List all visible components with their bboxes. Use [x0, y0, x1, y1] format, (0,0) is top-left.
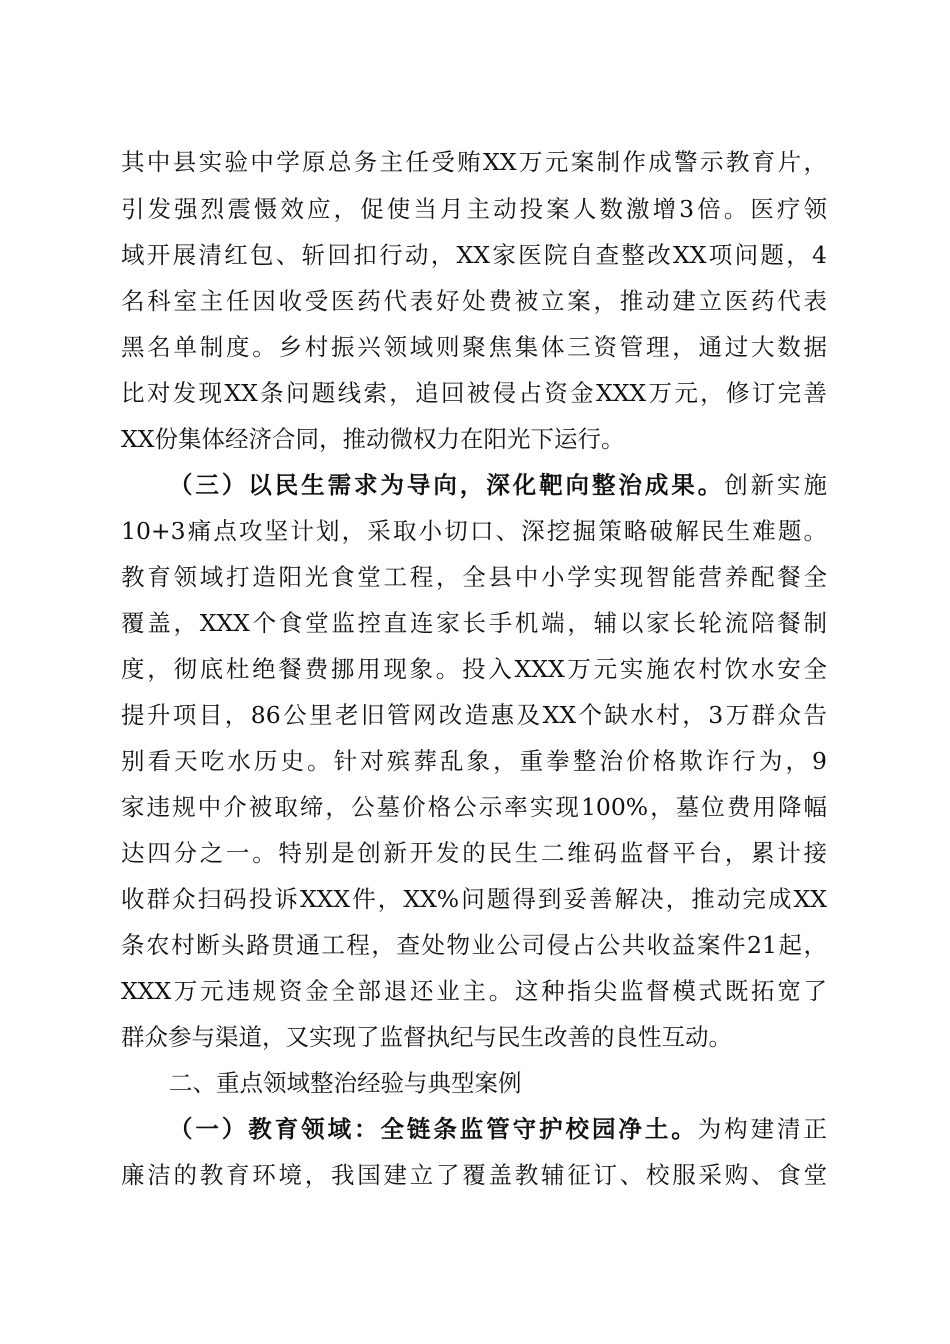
- paragraph-line: XXX万元违规资金全部退还业主。这种指尖监督模式既拓宽了: [121, 977, 827, 1005]
- section-3-heading: （三）以民生需求为导向，深化靶向整治成果。: [169, 471, 725, 499]
- paragraph-line: 引发强烈震慑效应，促使当月主动投案人数激增3倍。医疗领: [121, 195, 827, 223]
- paragraph-line: 收群众扫码投诉XXX件，XX%问题得到妥善解决，推动完成XX: [121, 885, 827, 913]
- subsection-1-first-line: [169, 1109, 827, 1149]
- paragraph-line: 覆盖，XXX个食堂监控直连家长手机端，辅以家长轮流陪餐制: [121, 609, 827, 637]
- paragraph-line: 提升项目，86公里老旧管网改造惠及XX个缺水村，3万群众告: [121, 701, 827, 729]
- paragraph-line: 廉洁的教育环境，我国建立了覆盖教辅征订、校服采购、食堂: [121, 1161, 827, 1189]
- paragraph-line: 条农村断头路贯通工程，查处物业公司侵占公共收益案件21起，: [121, 931, 827, 959]
- part-2-heading: 二、重点领域整治经验与典型案例: [169, 1069, 522, 1097]
- paragraph-line: 达四分之一。特别是创新开发的民生二维码监督平台，累计接: [121, 839, 827, 867]
- paragraph-line: 群众参与渠道，又实现了监督执纪与民生改善的良性互动。: [121, 1023, 732, 1051]
- paragraph-line: 黑名单制度。乡村振兴领域则聚焦集体三资管理，通过大数据: [121, 333, 827, 361]
- section-3-first-line: [169, 465, 827, 505]
- paragraph-line: 家违规中介被取缔，公墓价格公示率实现100%，墓位费用降幅: [121, 793, 827, 821]
- paragraph-line: 名科室主任因收受医药代表好处费被立案，推动建立医药代表: [121, 287, 827, 315]
- subsection-1-first-line-text: 为构建清正: [697, 1115, 827, 1143]
- paragraph-line: 比对发现XX条问题线索，追回被侵占资金XXX万元，修订完善: [121, 379, 827, 407]
- paragraph-line: 其中县实验中学原总务主任受贿XX万元案制作成警示教育片，: [121, 148, 827, 176]
- section-3-first-line-text: 创新实施: [724, 471, 827, 499]
- paragraph-line: 度，彻底杜绝餐费挪用现象。投入XXX万元实施农村饮水安全: [121, 655, 827, 683]
- subsection-1-heading: （一）教育领域：全链条监管守护校园净土。: [169, 1115, 698, 1143]
- paragraph-line: 域开展清红包、斩回扣行动，XX家医院自查整改XX项问题，4: [121, 241, 827, 269]
- paragraph-line: 别看天吃水历史。针对殡葬乱象，重拳整治价格欺诈行为，9: [121, 747, 827, 775]
- paragraph-line: 10+3痛点攻坚计划，采取小切口、深挖掘策略破解民生难题。: [121, 517, 827, 545]
- paragraph-line: 教育领域打造阳光食堂工程，全县中小学实现智能营养配餐全: [121, 563, 827, 591]
- paragraph-line: XX份集体经济合同，推动微权力在阳光下运行。: [121, 425, 625, 453]
